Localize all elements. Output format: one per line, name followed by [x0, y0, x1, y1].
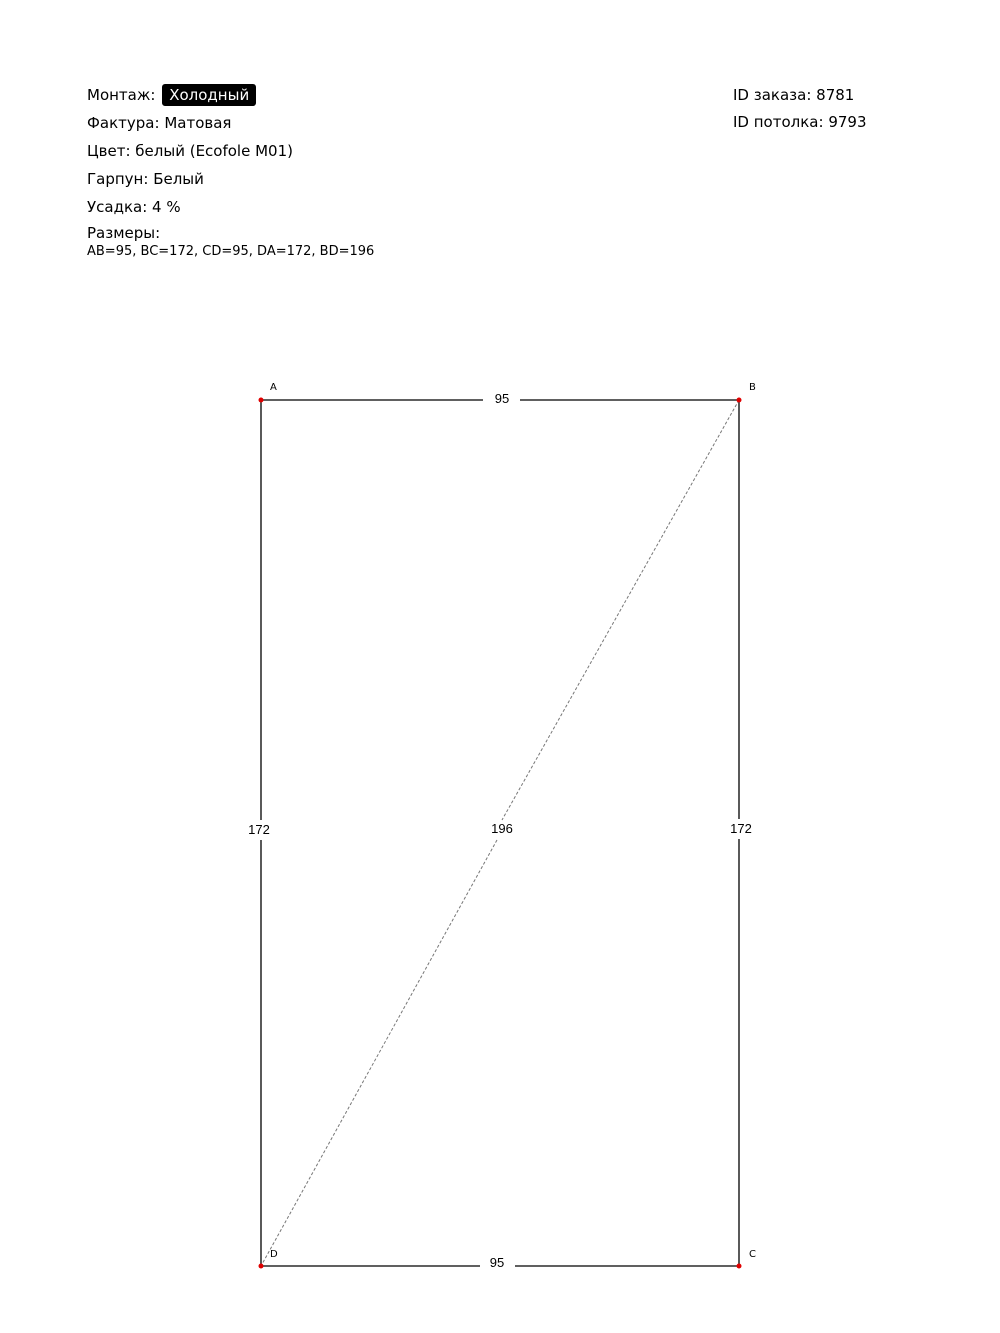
diagonal-bd-lower — [261, 840, 497, 1266]
point-label-a: A — [270, 382, 277, 393]
texture-label: Фактура: — [87, 114, 160, 132]
vertex-a — [259, 398, 264, 403]
texture-value: Матовая — [164, 114, 232, 132]
vertex-b — [737, 398, 742, 403]
point-label-d: D — [270, 1249, 278, 1260]
vertex-c — [737, 1264, 742, 1269]
shrink-value: 4 % — [152, 198, 181, 216]
vertex-d — [259, 1264, 264, 1269]
ceiling-id-label: ID потолка: — [733, 113, 824, 131]
dim-bd: 196 — [491, 821, 513, 836]
harpoon-value: Белый — [153, 170, 204, 188]
order-id-label: ID заказа: — [733, 86, 812, 104]
mount-badge: Холодный — [162, 84, 256, 106]
dim-da: 172 — [248, 822, 270, 837]
sizes-label: Размеры: — [87, 224, 161, 242]
point-label-b: B — [749, 382, 756, 393]
mount-label: Монтаж: — [87, 86, 156, 104]
point-label-c: C — [749, 1249, 756, 1260]
dim-cd: 95 — [489, 1255, 505, 1270]
diagonal-bd — [502, 400, 739, 820]
shrink-label: Усадка: — [87, 198, 148, 216]
order-id-value: 8781 — [816, 86, 855, 104]
color-label: Цвет: — [87, 142, 131, 160]
sizes-value: AB=95, BC=172, CD=95, DA=172, BD=196 — [87, 244, 375, 259]
dim-bc: 172 — [730, 821, 752, 836]
color-value: белый (Ecofole M01) — [135, 142, 293, 160]
dim-ab: 95 — [494, 391, 510, 406]
harpoon-label: Гарпун: — [87, 170, 149, 188]
ceiling-id-value: 9793 — [828, 113, 867, 131]
